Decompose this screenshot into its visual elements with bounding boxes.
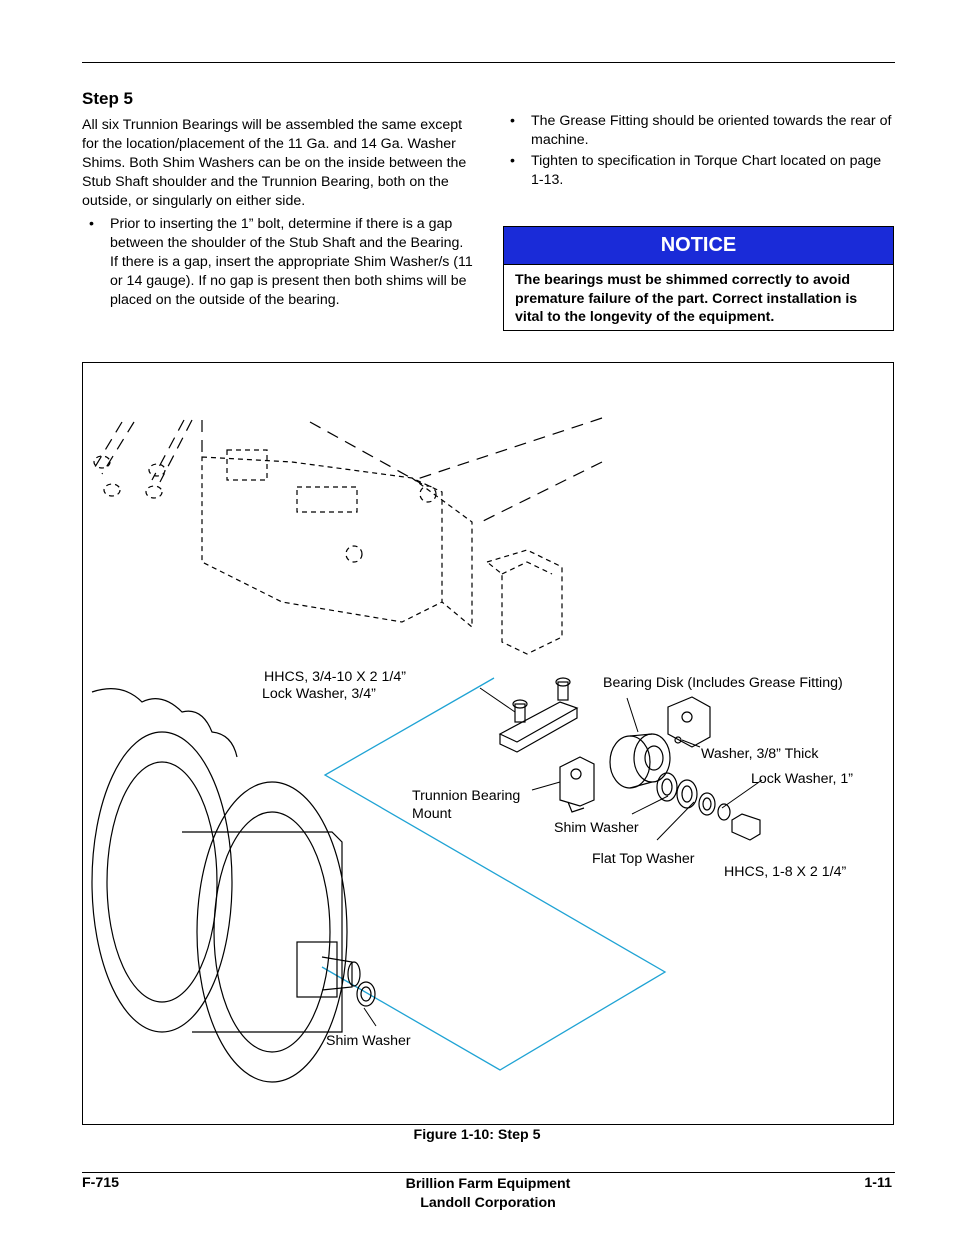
notice-title: NOTICE	[504, 227, 893, 265]
callout-flat-top-washer: Flat Top Washer	[592, 851, 695, 867]
callout-bearing-disk: Bearing Disk (Includes Grease Fitting)	[603, 675, 843, 691]
footer-doc-number: F-715	[82, 1175, 120, 1191]
bullet-item: • Prior to inserting the 1” bolt, determine if there is a gap between the shoulder of the Stub Shaft and the Bearing. If there is a gap, insert the appropriate Shim Washer/s (11 or 14 gauge). If no gap is present then both shims will be placed on the outside of the bearing.	[89, 216, 473, 308]
frame-bracket	[94, 450, 562, 654]
footer-rule	[82, 1172, 895, 1173]
footer-company-line2: Landoll Corporation	[420, 1195, 556, 1211]
callout-hhcs-1-8: HHCS, 1-8 X 2 1/4”	[724, 864, 847, 880]
callout-mount: Mount	[412, 806, 452, 822]
frame-dashed-lines	[92, 418, 602, 524]
callout-shim-washer-upper: Shim Washer	[554, 820, 639, 836]
hhcs-bolt	[732, 814, 760, 840]
footer-company	[0, 1175, 954, 1213]
mount-plate	[500, 678, 577, 752]
trunnion-mount	[560, 757, 594, 812]
callout-trunnion-bearing: Trunnion Bearing	[412, 788, 521, 804]
bullet-item: • Tighten to specification in Torque Chart located on page 1-13.	[510, 153, 882, 188]
leader-outline	[322, 678, 665, 1070]
figure-caption: Figure 1-10: Step 5	[413, 1127, 541, 1143]
right-column	[503, 112, 895, 192]
bullet-item: • The Grease Fitting should be oriented towards the rear of machine.	[510, 113, 892, 148]
bullet-icon: •	[89, 216, 94, 232]
left-column	[82, 116, 474, 312]
bearing-disk	[610, 734, 681, 788]
callout-lock-washer-1: Lock Washer, 1”	[751, 771, 853, 787]
step-heading: Step 5	[82, 89, 134, 108]
bearing-mount-right	[668, 697, 710, 747]
callout-hhcs-3-4: HHCS, 3/4-10 X 2 1/4”	[264, 669, 406, 685]
header-rule	[82, 62, 895, 63]
callout-shim-washer-lower: Shim Washer	[326, 1033, 411, 1049]
footer-page-number: 1-11	[864, 1175, 892, 1191]
bullet-icon: •	[510, 113, 515, 129]
right-bullet-list	[503, 112, 895, 190]
notice-body: The bearings must be shimmed correctly to avoid premature failure of the part. Correct installation is vital to the longevity of the equipment.	[515, 272, 858, 325]
callout-leaders	[364, 688, 762, 1026]
notice-box	[503, 226, 894, 331]
footer-company-line1: Brillion Farm Equipment	[405, 1176, 571, 1192]
bullet-icon: •	[510, 153, 515, 169]
step-paragraph: All six Trunnion Bearings will be assembled the same except for the location/placement of the 11 Ga. and 14 Ga. Washer Shims. Both Shim Washers can be on the inside between the Stub Shaft shoulder and the Trunnion Bearing, both on the outside, or singularly on either side.	[82, 117, 467, 209]
callout-lock-washer-3-4: Lock Washer, 3/4”	[262, 686, 376, 702]
callout-washer-3-8: Washer, 3/8” Thick	[701, 746, 819, 762]
left-bullet-list	[82, 215, 474, 310]
exploded-assembly-drawing	[82, 362, 894, 1125]
sprocket-wheels	[92, 689, 375, 1082]
